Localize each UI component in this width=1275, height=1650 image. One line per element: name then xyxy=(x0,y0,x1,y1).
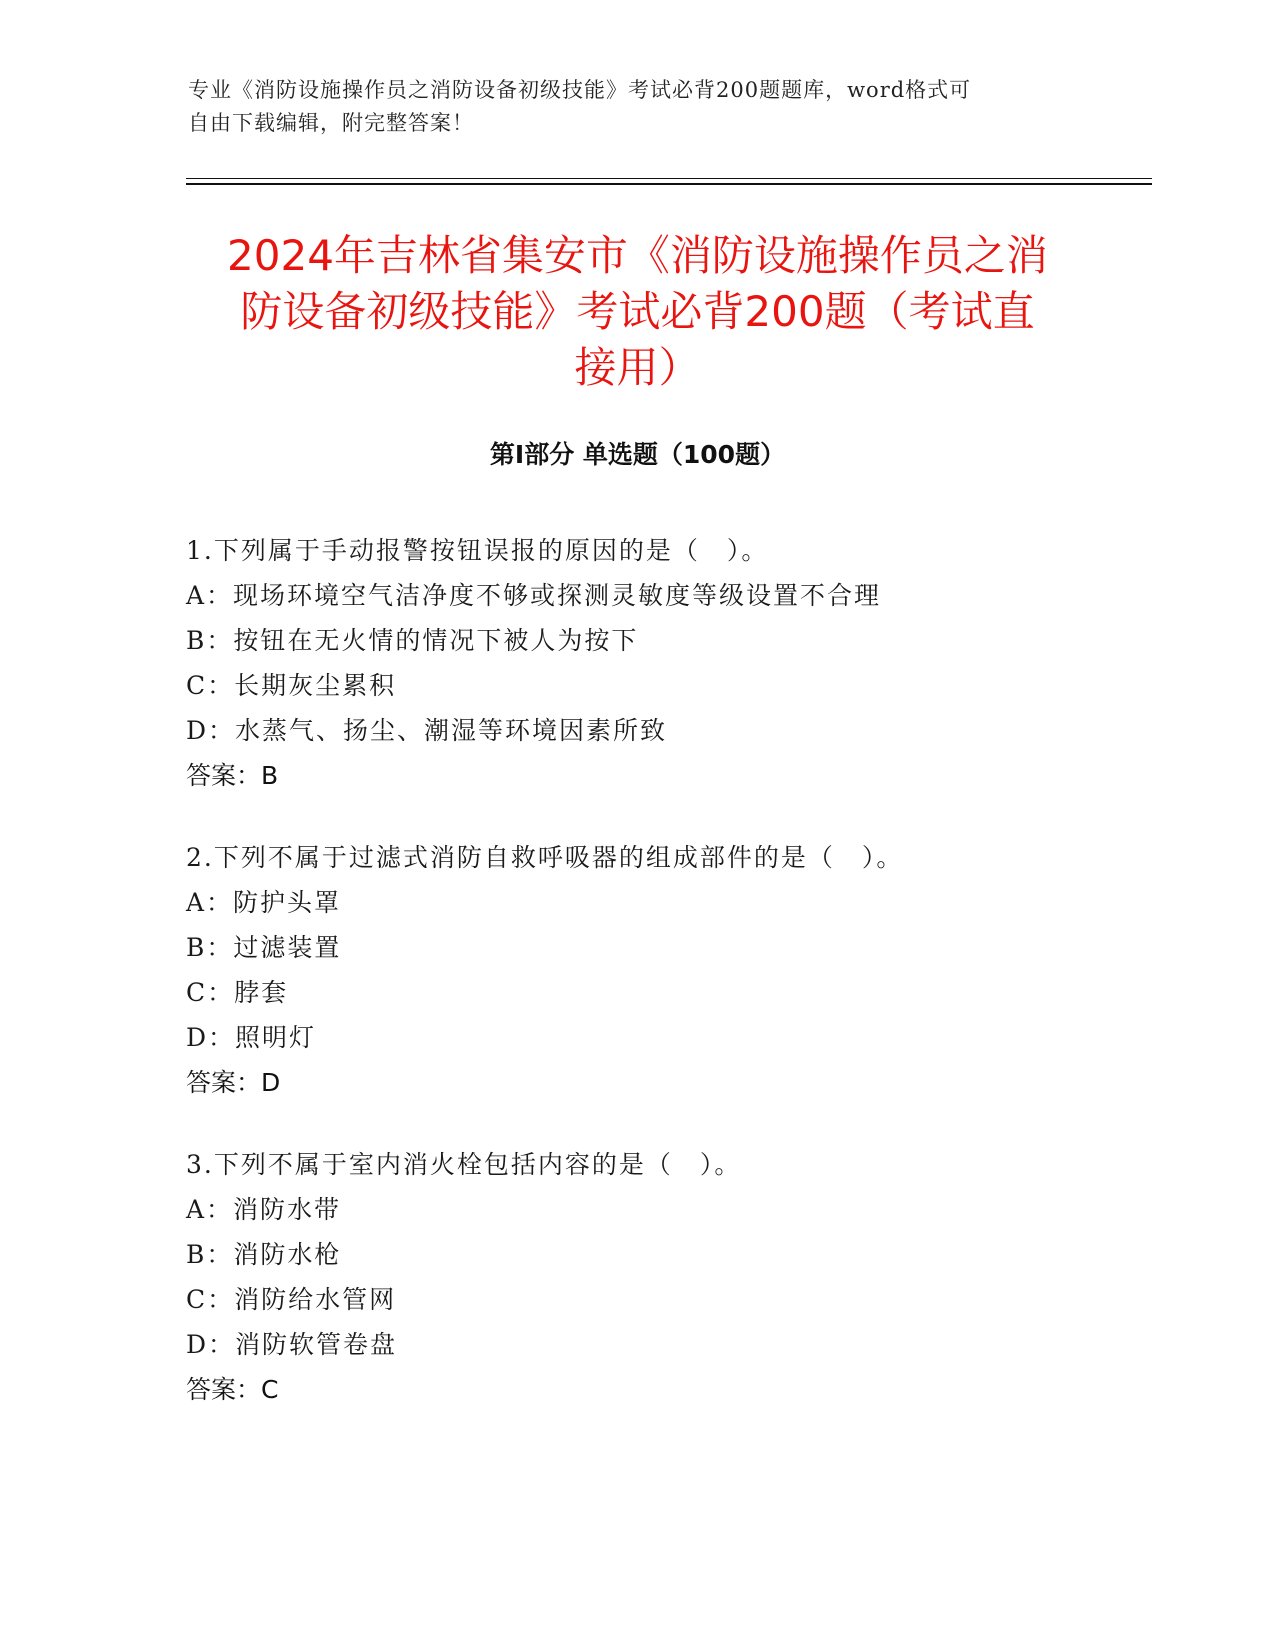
question-stem: 2.下列不属于过滤式消防自救呼吸器的组成部件的是（ ）。 xyxy=(186,843,904,872)
title-line-1: 2024年吉林省集安市《消防设施操作员之消 xyxy=(227,231,1048,280)
answer-text: 答案：C xyxy=(186,1375,279,1404)
option-c: C：长期灰尘累积 xyxy=(186,671,397,700)
intro-line-1: 专业《消防设施操作员之消防设备初级技能》考试必背200题题库，word格式可 xyxy=(188,78,972,102)
option-d: D：水蒸气、扬尘、潮湿等环境因素所致 xyxy=(186,716,668,745)
option-b: B：过滤装置 xyxy=(186,933,342,962)
intro-text xyxy=(188,74,1088,140)
question-stem: 1.下列属于手动报警按钮误报的原因的是（ ）。 xyxy=(186,536,769,565)
question-1 xyxy=(186,528,1146,798)
option-d: D：照明灯 xyxy=(186,1023,317,1052)
option-a: A：防护头罩 xyxy=(186,888,342,917)
header-divider-thin xyxy=(186,178,1152,179)
option-a: A：现场环境空气洁净度不够或探测灵敏度等级设置不合理 xyxy=(186,581,882,610)
intro-line-2: 自由下载编辑，附完整答案！ xyxy=(188,111,474,135)
document-title xyxy=(160,228,1115,396)
option-d: D：消防软管卷盘 xyxy=(186,1330,398,1359)
option-b: B：消防水枪 xyxy=(186,1240,342,1269)
title-line-2: 防设备初级技能》考试必背200题（考试直 xyxy=(240,287,1035,336)
answer-text: 答案：B xyxy=(186,761,279,790)
question-list xyxy=(186,528,1146,1449)
answer-text: 答案：D xyxy=(186,1068,281,1097)
header-divider-thick xyxy=(186,183,1152,185)
question-3 xyxy=(186,1142,1146,1412)
option-b: B：按钮在无火情的情况下被人为按下 xyxy=(186,626,639,655)
question-stem: 3.下列不属于室内消火栓包括内容的是（ ）。 xyxy=(186,1150,742,1179)
option-c: C：消防给水管网 xyxy=(186,1285,397,1314)
title-line-3: 接用） xyxy=(574,343,701,392)
option-c: C：脖套 xyxy=(186,978,289,1007)
section-heading: 第Ⅰ部分 单选题（100题） xyxy=(489,440,786,469)
option-a: A：消防水带 xyxy=(186,1195,342,1224)
question-2 xyxy=(186,835,1146,1105)
